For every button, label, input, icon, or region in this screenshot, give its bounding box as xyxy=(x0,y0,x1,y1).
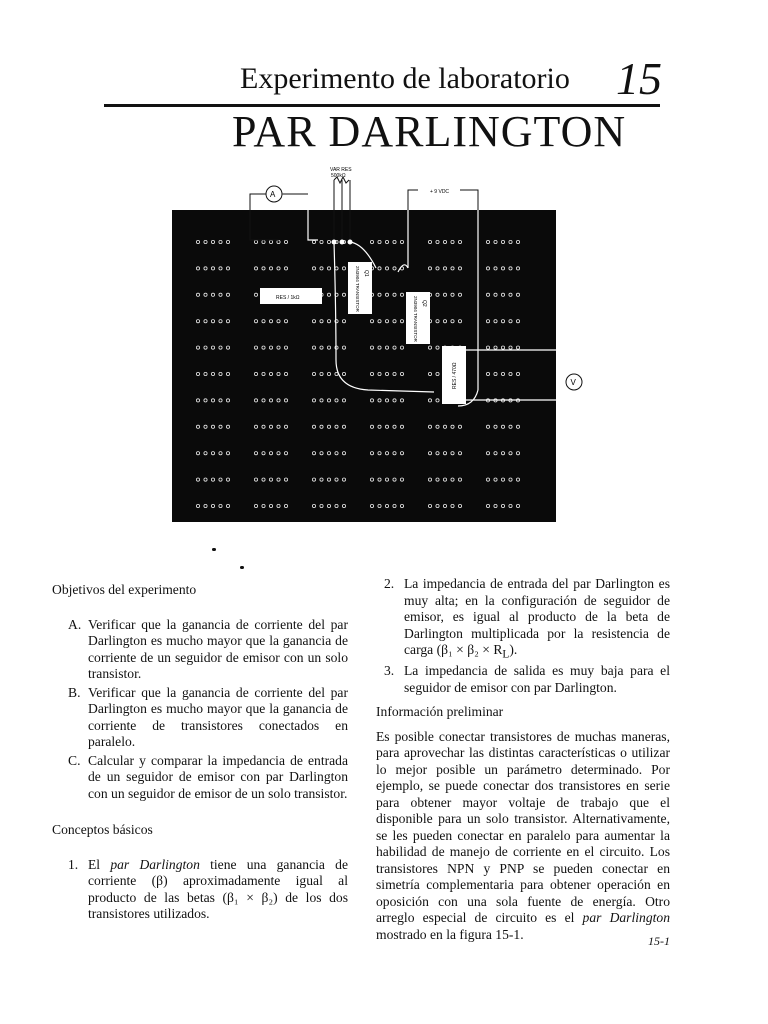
supply-label: + 9 VDC xyxy=(430,189,450,195)
preliminary-paragraph: Es posible conectar transistores de muchas maneras, para aprovechar las distintas características o utilizar lo mejor posible un parámetro determinado. Por ejemplo, se puede conectar dos transistores en serie para obtener mayor voltaje de trabajo que el disponible para un solo transistor. Alternativamente, se les pueden conectar en paralelo para aumentar la habilidad de manejo de corriente en el circuito. Los transistores NPN y PNP se pueden conectar en simetría complementaria para obtener operación en oposición con una sola fuente de energía. Otro arreglo especial de circuito es el par Darlington mostrado en la figura 15-1. xyxy=(376,728,670,942)
page-number: 15-1 xyxy=(648,934,670,948)
q2-part: 2N3904 TRANSISTOR xyxy=(413,296,418,342)
print-speck xyxy=(212,548,216,551)
objective-item: B. Verificar que la ganancia de corriente del par Darlington es mucho mayor que la ganancia de corriente de transistores conectados en paralelo. xyxy=(68,684,348,749)
var-res-value: 500kΩ xyxy=(331,173,346,179)
voltmeter-label: V xyxy=(570,378,576,387)
experiment-number: 15 xyxy=(616,53,662,104)
ammeter-label: A xyxy=(270,190,276,199)
objectives-list xyxy=(68,617,348,803)
res1-label: RES / 1kΩ xyxy=(276,295,300,301)
basics-heading: Conceptos básicos xyxy=(52,822,153,837)
var-res-label: VAR RES xyxy=(330,167,352,173)
breadboard-figure xyxy=(168,160,588,535)
q2-label: Q2 xyxy=(421,300,427,307)
preliminary-heading: Información preliminar xyxy=(376,704,504,720)
objective-item: C. Calcular y comparar la impedancia de entrada de un seguidor de emisor con par Darlington con un seguidor de emisor de un solo transistor. xyxy=(68,752,348,801)
objective-item: A. Verificar que la ganancia de corriente del par Darlington es mucho mayor que la ganancia de corriente de un seguidor de emisor con un solo transistor. xyxy=(68,616,348,681)
experiment-title: Experimento de laboratorio xyxy=(240,62,570,95)
res2-label: RES / 470Ω xyxy=(452,362,458,389)
basics-item: 3. La impedancia de salida es muy baja para el seguidor de emisor con par Darlington. xyxy=(384,663,670,695)
left-column xyxy=(52,582,348,923)
basics-list xyxy=(68,857,348,923)
breadboard-svg xyxy=(168,160,588,530)
objectives-heading: Objetivos del experimento xyxy=(52,582,197,597)
q1-label: Q1 xyxy=(363,270,369,277)
q1-part: 2N3904 TRANSISTOR xyxy=(355,266,360,312)
basics-list-cont xyxy=(384,576,670,696)
breadboard-board xyxy=(172,210,556,522)
basics-item: 1. El par Darlington tiene una ganancia de corriente (β) aproximadamente igual al producto de las betas (β₁ × β₂) de los dos transistores utilizados. xyxy=(68,856,348,921)
right-column xyxy=(376,576,670,943)
basics-item: 2. La impedancia de entrada del par Darlington es muy alta; en la configuración de seguidor de emisor, es igual al producto de la beta de Darlington multiplicada por la resistencia de carga $(\beta_1 \times \beta_2 \times R_L)$. xyxy=(384,576,670,661)
print-speck xyxy=(240,566,244,569)
main-title: PAR DARLINGTON xyxy=(232,107,627,156)
